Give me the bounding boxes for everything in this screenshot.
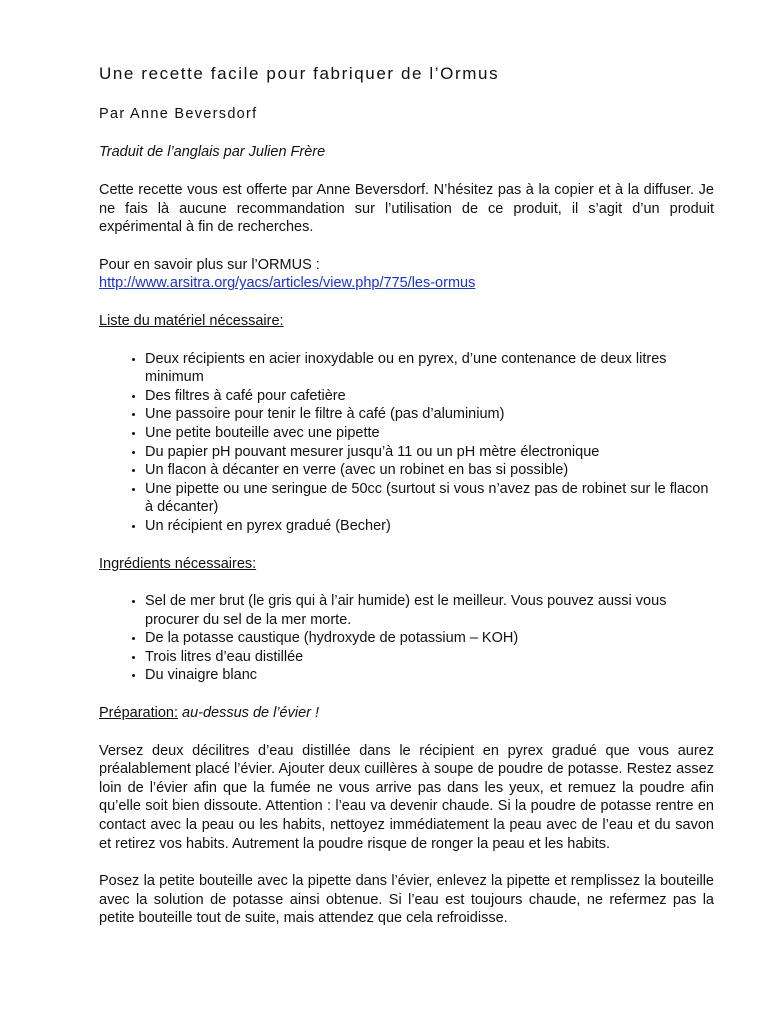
author-line: Par Anne Beversdorf: [99, 106, 258, 122]
list-item: • Un flacon à décanter en verre (avec un robinet en bas si possible): [145, 461, 714, 480]
ormus-article-link[interactable]: http://www.arsitra.org/yacs/articles/view.php/775/les-ormus: [99, 275, 476, 292]
intro-paragraph: Cette recette vous est offerte par Anne Beversdorf. N’hésitez pas à la copier et à la diffuser. Je ne fais là aucune recommandation sur l’utilisation de ce produit, il s’agit d’un produit expérimental à fin de recherches.: [99, 182, 714, 236]
document-page: [99, 60, 714, 947]
more-info-label: Pour en savoir plus sur l’ORMUS :: [99, 256, 320, 273]
preparation-heading: [99, 704, 714, 723]
preparation-paragraph: Posez la petite bouteille avec la pipette dans l’évier, enlevez la pipette et remplissez la bouteille avec la solution de potasse ainsi obtenue. Si l’eau est toujours chaude, ne refermez pas la petite bouteille tout de suite, mais attendez que cela refroidisse.: [99, 873, 714, 927]
document-title: Une recette facile pour fabriquer de l’Ormus: [99, 64, 500, 83]
ingredients-list: [99, 592, 714, 685]
more-info-block: [99, 256, 714, 293]
materials-list: [99, 350, 714, 536]
list-item: • Une petite bouteille avec une pipette: [145, 424, 714, 443]
list-item: • Sel de mer brut (le gris qui à l’air humide) est le meilleur. Vous pouvez aussi vous procurer du sel de la mer morte.: [145, 592, 714, 629]
list-item: • Une passoire pour tenir le filtre à café (pas d’aluminium): [145, 405, 714, 424]
list-item: • Deux récipients en acier inoxydable ou en pyrex, d’une contenance de deux litres minimum: [145, 350, 714, 387]
list-item: • Trois litres d’eau distillée: [145, 648, 714, 667]
list-item: • Du vinaigre blanc: [145, 666, 714, 685]
list-item: • Du papier pH pouvant mesurer jusqu’à 11 ou un pH mètre électronique: [145, 443, 714, 462]
preparation-label: Préparation:: [99, 705, 178, 722]
list-item: • De la potasse caustique (hydroxyde de potassium – KOH): [145, 629, 714, 648]
list-item: • Une pipette ou une seringue de 50cc (surtout si vous n’avez pas de robinet sur le flacon à décanter): [145, 480, 714, 517]
materials-heading: Liste du matériel nécessaire:: [99, 312, 284, 329]
ingredients-heading: Ingrédients nécessaires:: [99, 555, 257, 572]
list-item: • Un récipient en pyrex gradué (Becher): [145, 517, 714, 536]
preparation-paragraph: Versez deux décilitres d’eau distillée dans le récipient en pyrex gradué que vous aurez préalablement placé l’évier. Ajouter deux cuillères à soupe de poudre de potasse. Restez assez loin de l’évier afin que la fumée ne vous arrive pas dans les yeux, et remuez la poudre afin qu’elle soit bien dissoute. Attention : l’eau va devenir chaude. Si la poudre de potasse rentre en contact avec la peau ou les habits, nettoyez immédiatement la peau avec de l’eau et du savon et retirez vos habits. Autrement la poudre risque de ronger la peau et les habits.: [99, 742, 714, 852]
translator-line: Traduit de l’anglais par Julien Frère: [99, 144, 326, 160]
list-item: • Des filtres à café pour cafetière: [145, 387, 714, 406]
preparation-note: au-dessus de l’évier !: [182, 705, 320, 722]
